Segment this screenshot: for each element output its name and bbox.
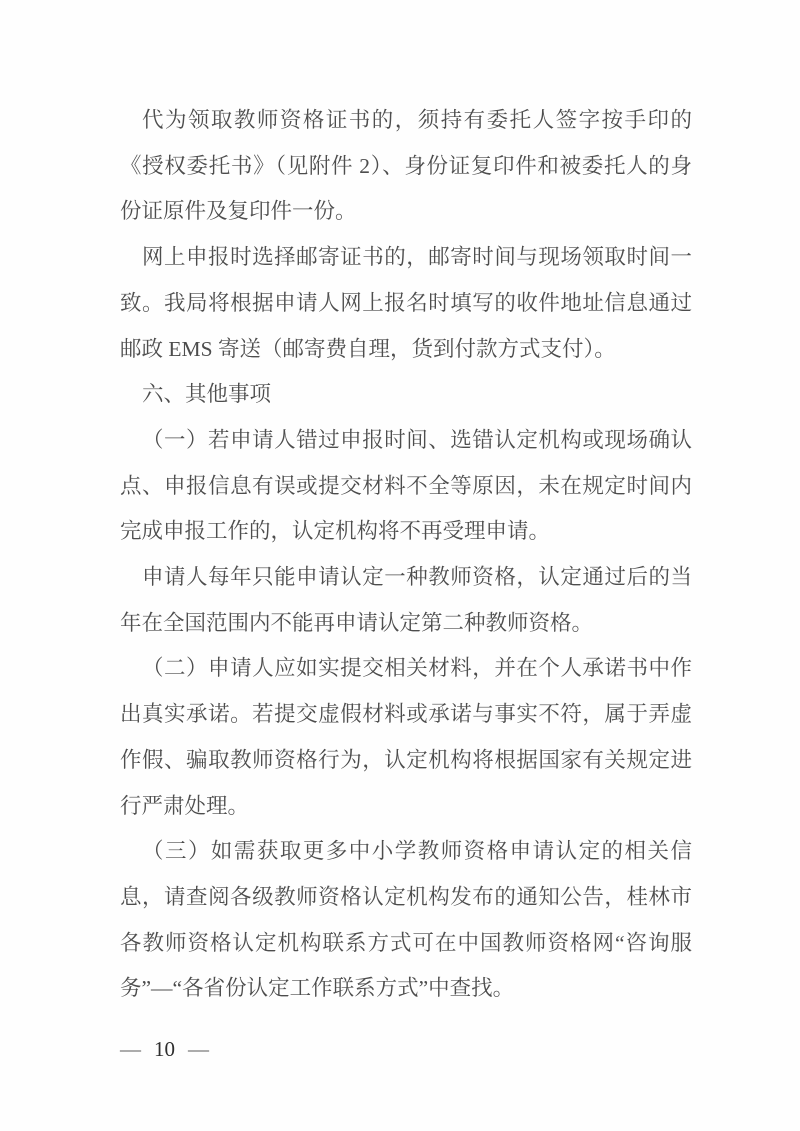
paragraph-item-3-more-information: （三）如需获取更多中小学教师资格申请认定的相关信息，请查阅各级教师资格认定机构发布的通知公告，桂林市各教师资格认定机构联系方式可在中国教师资格网“咨询服务”—“各省份认定工作联系方式”中查找。 — [120, 839, 692, 1001]
paragraph-one-qualification-per-year: 申请人每年只能申请认定一种教师资格，认定通过后的当年在全国范围内不能再申请认定第二种教师资格。 — [120, 565, 692, 635]
paragraph-certificate-proxy-collection: 代为领取教师资格证书的，须持有委托人签字按手印的《授权委托书》（见附件 2）、身份证复印件和被委托人的身份证原件及复印件一份。 — [120, 108, 692, 224]
footer-left-dash: — — [120, 1037, 141, 1061]
page-number: 10 — [154, 1037, 175, 1061]
paragraph-item-2-truthful-materials: （二）申请人应如实提交相关材料，并在个人承诺书中作出真实承诺。若提交虚假材料或承诺与事实不符，属于弄虚作假、骗取教师资格行为，认定机构将根据国家有关规定进行严肃处理。 — [120, 656, 692, 818]
document-body — [120, 98, 692, 1012]
footer-right-dash: — — [188, 1037, 209, 1061]
paragraph-certificate-mailing: 网上申报时选择邮寄证书的，邮寄时间与现场领取时间一致。我局将根据申请人网上报名时填写的收件地址信息通过邮政 EMS 寄送（邮寄费自理，货到付款方式支付）。 — [120, 245, 692, 361]
page-footer — [120, 1036, 209, 1062]
section-heading-other-matters: 六、其他事项 — [142, 382, 272, 407]
paragraph-item-1-missed-deadline: （一）若申请人错过申报时间、选错认定机构或现场确认点、申报信息有误或提交材料不全等原因，未在规定时间内完成申报工作的，认定机构将不再受理申请。 — [120, 427, 692, 544]
